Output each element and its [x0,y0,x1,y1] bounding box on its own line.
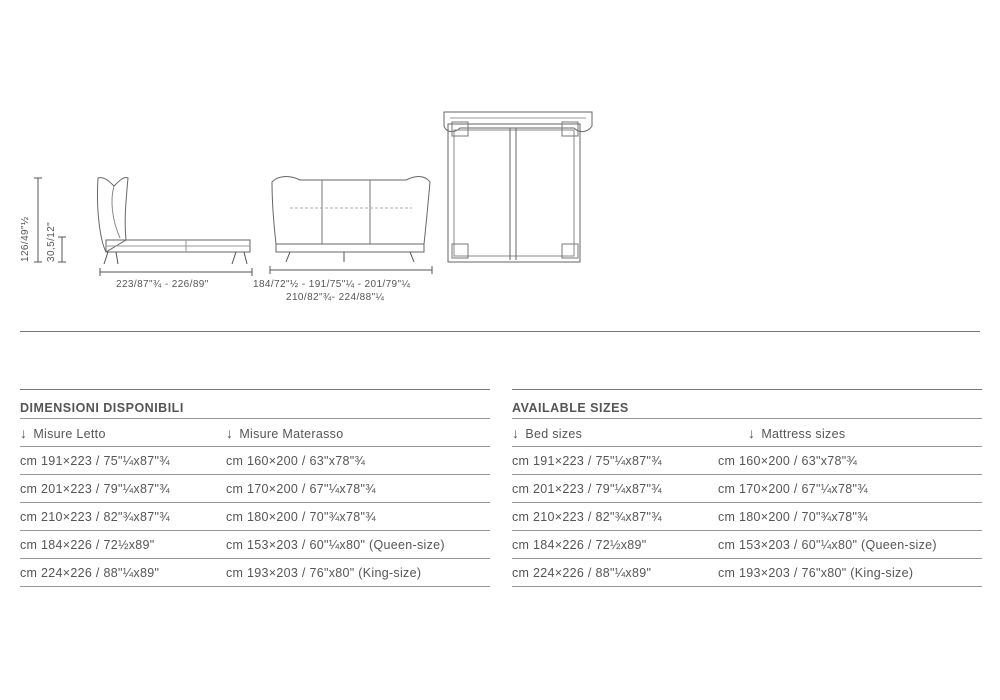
mattress-size-cell: cm 193×203 / 76"x80" (King-size) [226,565,422,580]
column-header-bed: Bed sizes [525,426,583,441]
arrow-down-icon: ↓ [20,424,28,441]
side-height-total-label: 126/49"½ [20,216,31,262]
front-width-label-1: 184/72"½ - 191/75"¼ - 201/79"¼ [253,279,411,290]
arrow-down-icon: ↓ [748,424,756,441]
table-row [20,447,490,475]
mattress-size-cell: cm 160×200 / 63"x78"¾ [718,453,858,468]
bed-size-cell: cm 184×226 / 72½x89" [512,537,647,552]
bed-size-cell: cm 184×226 / 72½x89" [20,537,155,552]
section-divider [20,331,980,332]
bed-size-cell: cm 210×223 / 82"¾x87"¾ [512,509,662,524]
mattress-size-cell: cm 180×200 / 70"¾x78"¾ [226,509,376,524]
table-row [512,447,982,475]
bed-size-cell: cm 201×223 / 79"¼x87"¾ [20,481,170,496]
table-title: AVAILABLE SIZES [512,389,982,419]
mattress-size-cell: cm 153×203 / 60"¼x80" (Queen-size) [226,537,445,552]
table-header [20,419,490,447]
mattress-size-cell: cm 170×200 / 67"¼x78"¾ [226,481,376,496]
sizes-table-it [20,389,490,587]
bed-top-view [444,112,592,262]
table-row [512,559,982,587]
mattress-size-cell: cm 170×200 / 67"¼x78"¾ [718,481,868,496]
column-header-mattress: Mattress sizes [761,426,846,441]
table-row [20,531,490,559]
mattress-size-cell: cm 180×200 / 70"¾x78"¾ [718,509,868,524]
arrow-down-icon: ↓ [226,424,234,441]
sizes-table-en [512,389,982,587]
bed-size-cell: cm 201×223 / 79"¼x87"¾ [512,481,662,496]
side-length-label: 223/87"¾ - 226/89" [116,279,209,290]
bed-size-cell: cm 224×226 / 88"¼x89" [20,565,160,580]
table-row [20,503,490,531]
side-height-base-label: 30,5/12" [46,221,57,262]
table-title: DIMENSIONI DISPONIBILI [20,389,490,419]
bed-size-cell: cm 191×223 / 75"¼x87"¾ [20,453,170,468]
bed-size-cell: cm 191×223 / 75"¼x87"¾ [512,453,662,468]
table-row [512,531,982,559]
bed-size-cell: cm 210×223 / 82"¾x87"¾ [20,509,170,524]
table-header [512,419,982,447]
column-header-bed: Misure Letto [33,426,106,441]
table-row [20,475,490,503]
mattress-size-cell: cm 193×203 / 76"x80" (King-size) [718,565,914,580]
bed-front-view [270,177,432,275]
column-header-mattress: Misure Materasso [239,426,344,441]
arrow-down-icon: ↓ [512,424,520,441]
mattress-size-cell: cm 153×203 / 60"¼x80" (Queen-size) [718,537,937,552]
table-row [512,503,982,531]
bed-size-cell: cm 224×226 / 88"¼x89" [512,565,652,580]
table-row [20,559,490,587]
front-width-label-2: 210/82"¾- 224/88"¼ [286,292,385,303]
table-row [512,475,982,503]
bed-side-view [97,177,252,276]
mattress-size-cell: cm 160×200 / 63"x78"¾ [226,453,366,468]
